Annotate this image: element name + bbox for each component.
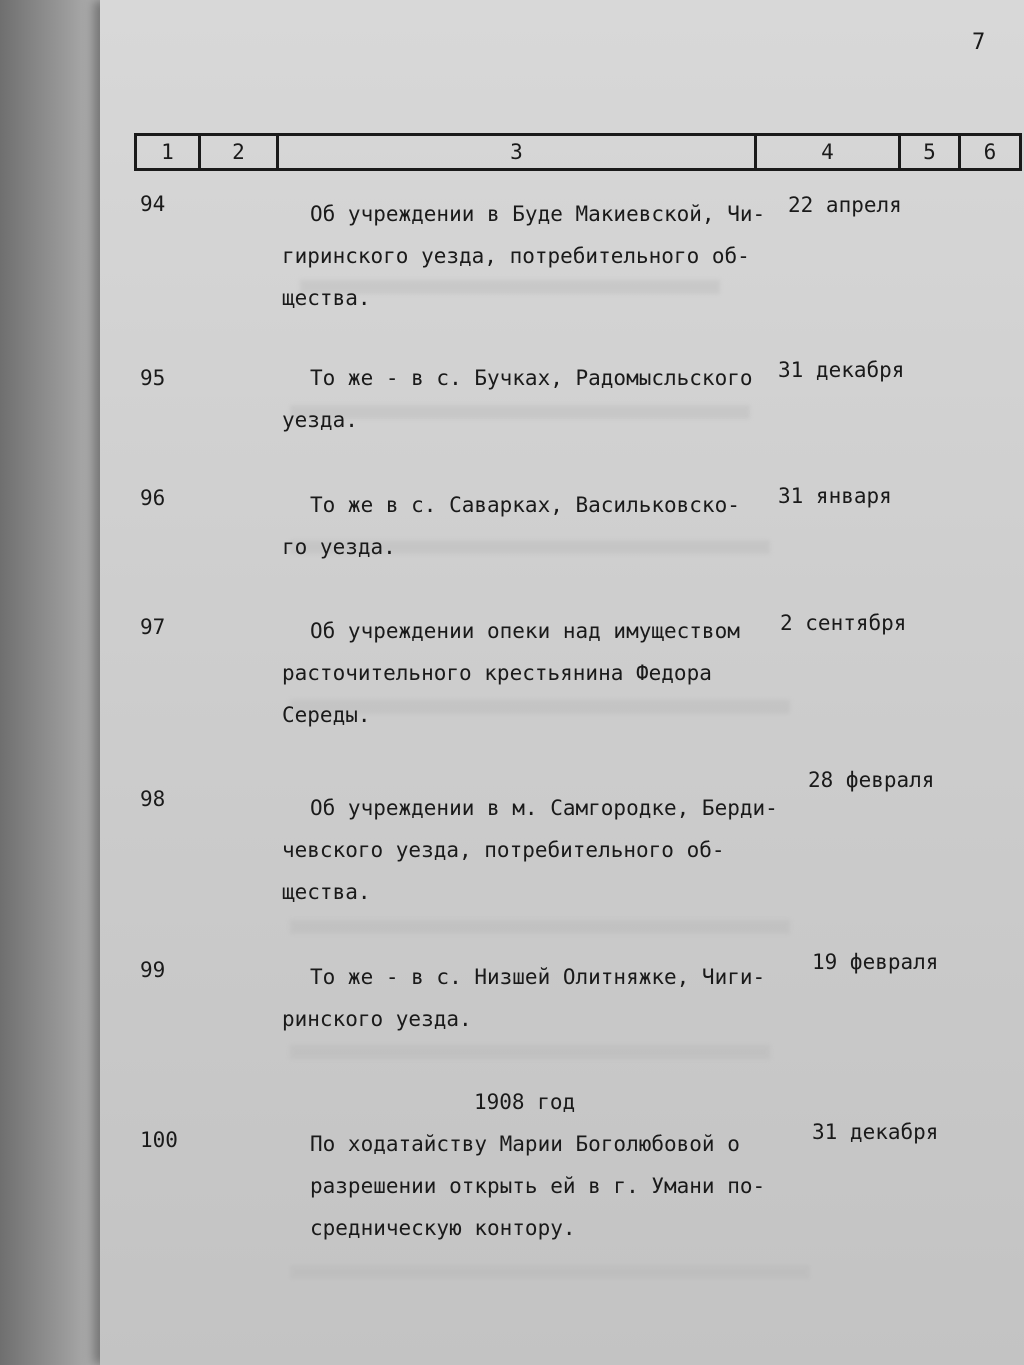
entry-description (282, 484, 772, 568)
entry-line: щества. (282, 286, 371, 310)
header-col-2: 2 (198, 136, 276, 168)
page-number: 7 (972, 30, 986, 55)
entry-number: 99 (140, 958, 166, 982)
entry-description (282, 193, 772, 319)
entry-line: ринского уезда. (282, 1007, 472, 1031)
entry-description (282, 357, 772, 441)
entry-date: 22 апреля (788, 193, 902, 217)
entry-description (282, 1123, 772, 1249)
header-col-1: 1 (134, 136, 198, 168)
entry-line: Об учреждении в Буде Макиевской, Чи- (310, 202, 766, 226)
entry-number: 98 (140, 787, 166, 811)
header-col-5: 5 (898, 136, 958, 168)
entry-description (282, 956, 772, 1040)
entry-line: щества. (282, 880, 371, 904)
entry-number: 95 (140, 366, 166, 390)
entry-line: Об учреждении опеки над имуществом (310, 619, 740, 643)
entry-line: разрешении открыть ей в г. Умани по- (310, 1174, 766, 1198)
entry-number: 100 (140, 1128, 178, 1152)
entry-number: 94 (140, 192, 166, 216)
entry-date: 31 декабря (812, 1120, 939, 1144)
entry-line: То же - в с. Низшей Олитняжке, Чиги- (310, 965, 766, 989)
entry-line: расточительного крестьянина Федора (282, 661, 712, 685)
header-col-4: 4 (754, 136, 898, 168)
entry-number: 97 (140, 615, 166, 639)
entry-line: Середы. (282, 703, 371, 727)
entry-line: То же в с. Саварках, Васильковско- (310, 493, 740, 517)
entry-date: 31 декабря (778, 358, 905, 382)
entry-line: средническую контору. (310, 1216, 576, 1240)
entry-description (282, 610, 772, 736)
column-header-table (134, 133, 1022, 171)
entry-description (282, 787, 778, 913)
entry-line: уезда. (282, 408, 358, 432)
entry-date: 31 января (778, 484, 892, 508)
entry-date: 19 февраля (812, 950, 939, 974)
entry-line: чевского уезда, потребительного об- (282, 838, 725, 862)
entry-line: То же - в с. Бучках, Радомысльского (310, 366, 753, 390)
header-col-3: 3 (276, 136, 754, 168)
entry-number: 96 (140, 486, 166, 510)
entry-line: Об учреждении в м. Самгородке, Берди- (310, 796, 778, 820)
entry-date: 2 сентября (780, 611, 907, 635)
entry-line: гиринского уезда, потребительного об- (282, 244, 750, 268)
entry-date: 28 февраля (808, 768, 935, 792)
year-heading: 1908 год (474, 1090, 576, 1114)
entry-line: По ходатайству Марии Боголюбовой о (310, 1132, 740, 1156)
header-col-6: 6 (958, 136, 1022, 168)
entry-line: го уезда. (282, 535, 396, 559)
adjacent-page-edge (0, 0, 110, 1365)
